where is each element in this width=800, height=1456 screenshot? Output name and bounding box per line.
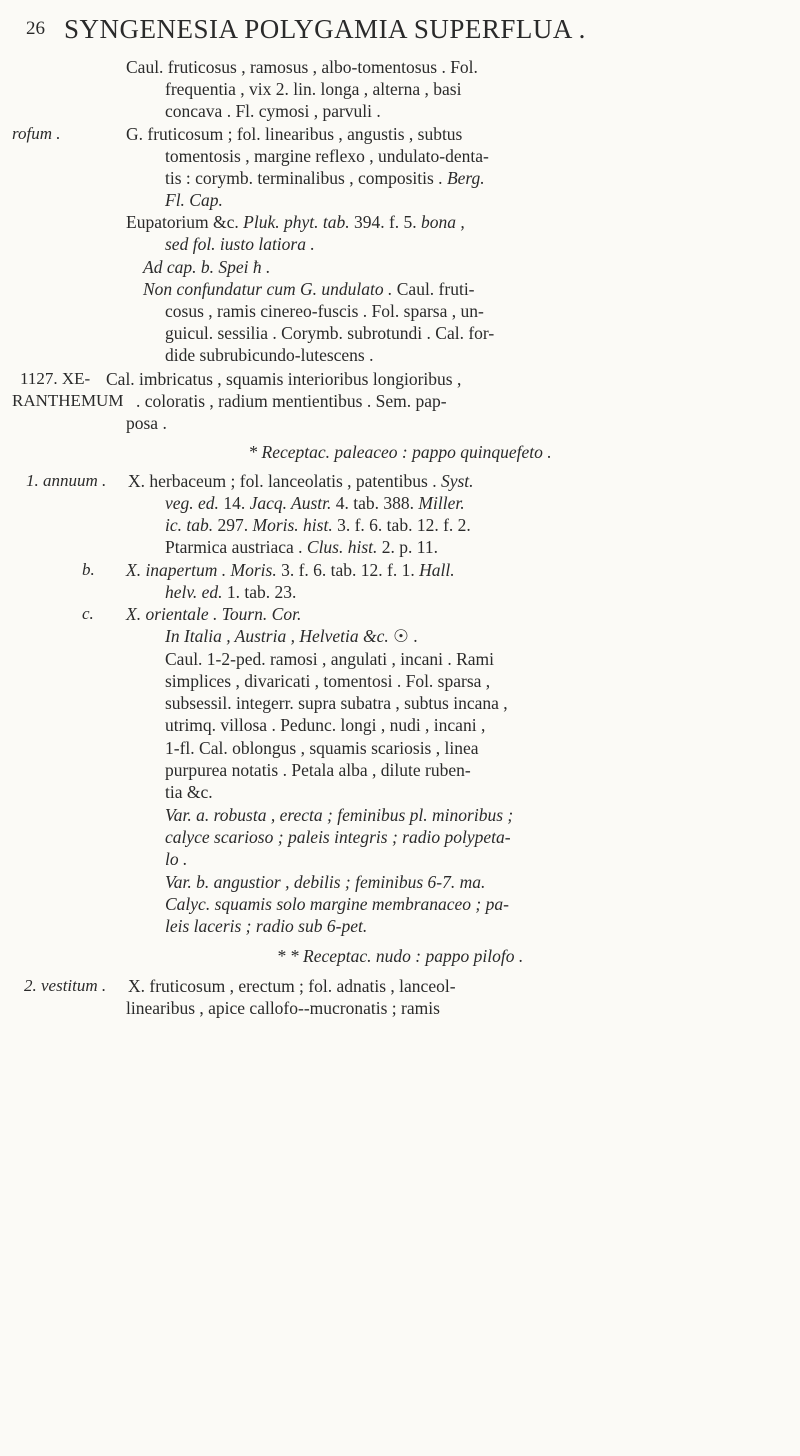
margin-species-annuum: 1. annuum . (26, 471, 107, 490)
page-number: 26 (26, 18, 45, 39)
margin-variety-c: c. (82, 604, 94, 623)
margin-species-vestitum: 2. vestitum . (24, 976, 107, 995)
running-title: SYNGENESIA POLYGAMIA SUPERFLUA . (64, 14, 586, 44)
margin-species-rofum: rofum . (12, 124, 61, 143)
margin-variety-b: b. (82, 560, 95, 579)
margin-genus-number: 1127. XE- (20, 369, 91, 388)
book-page: 26 SYNGENESIA POLYGAMIA SUPERFLUA . Caul. fruticosus , ramosus , albo-tomentosus . Fol. frequentia , vix 2. lin. longa , alterna , basi concava . Fl. cymosi , parvuli . rofum . G. fruticosum ; fol. linearibus , angustis , subtus tomentosis , margine reflexo , undulato-denta- tis : corymb. terminalibus , compositis . Berg. Fl. Cap. Eupatorium &c. Pluk. phyt. tab. 394. f. 5. bona , sed fol. iusto latiora . Ad cap. b. Spei ħ . Non confundatur cum G. undulato . Caul. fruti- cosus , ramis cinereo-fuscis . Fol. sparsa , un- guicul. sessilia . Corymb. subrotundi . Cal. for- dide subrubicundo-lutescens . 1127. XE- Cal. imbricatus , squamis interioribus longioribus , RANTHEMUM . coloratis , radium mentientibus . Sem. pap- posa . * Receptac. paleaceo : pappo quinquefeto . 1. annuum . X. herbaceum ; fol. lanceolatis , patentibus . Syst. veg. ed. 14. Jacq. Austr. 4. tab. 388. Miller. ic. tab. 297. Moris. hist. 3. f. 6. tab. 12. f. 2. Ptarmica austriaca . Clus. hist. 2. p. 11. b. X. inapertum . Moris. 3. f. 6. tab. 12. f. 1. Hall. helv. ed. 1. tab. 23. c. X. orientale . Tourn. Cor. In Italia , Austria , Helvetia &c. ☉ . Caul. 1-2-ped. ramosi , angulati , incani . Rami simplices , divaricati , tomentosi . Fol. sparsa , subsessil. integerr. supra subatra , subtus incana , utrimq. villosa . Pedunc. longi , nudi , incani , 1-fl. Cal. oblongus , squamis scariosis , linea purpurea notatis . Petala alba , dilute ruben- tia &c. Var. a. robusta , erecta ; feminibus pl. minoribus ; calyce scarioso ; paleis integris ; radio polypeta- lo . Var. b. angustior , debilis ; feminibus 6-7. ma. Calyc. squamis solo margine membranaceo ; pa- leis laceris ; radio sub 6-pet. * * Receptac. nudo : pappo pilofo . 2. vestitum . X. fruticosum , erectum ; fol. adnatis , lanceol- linearibus , apice callofo--mucronatis ; ramis (0, 0, 800, 1456)
running-header (0, 14, 800, 44)
margin-genus-name: RANTHEMUM (12, 391, 124, 410)
